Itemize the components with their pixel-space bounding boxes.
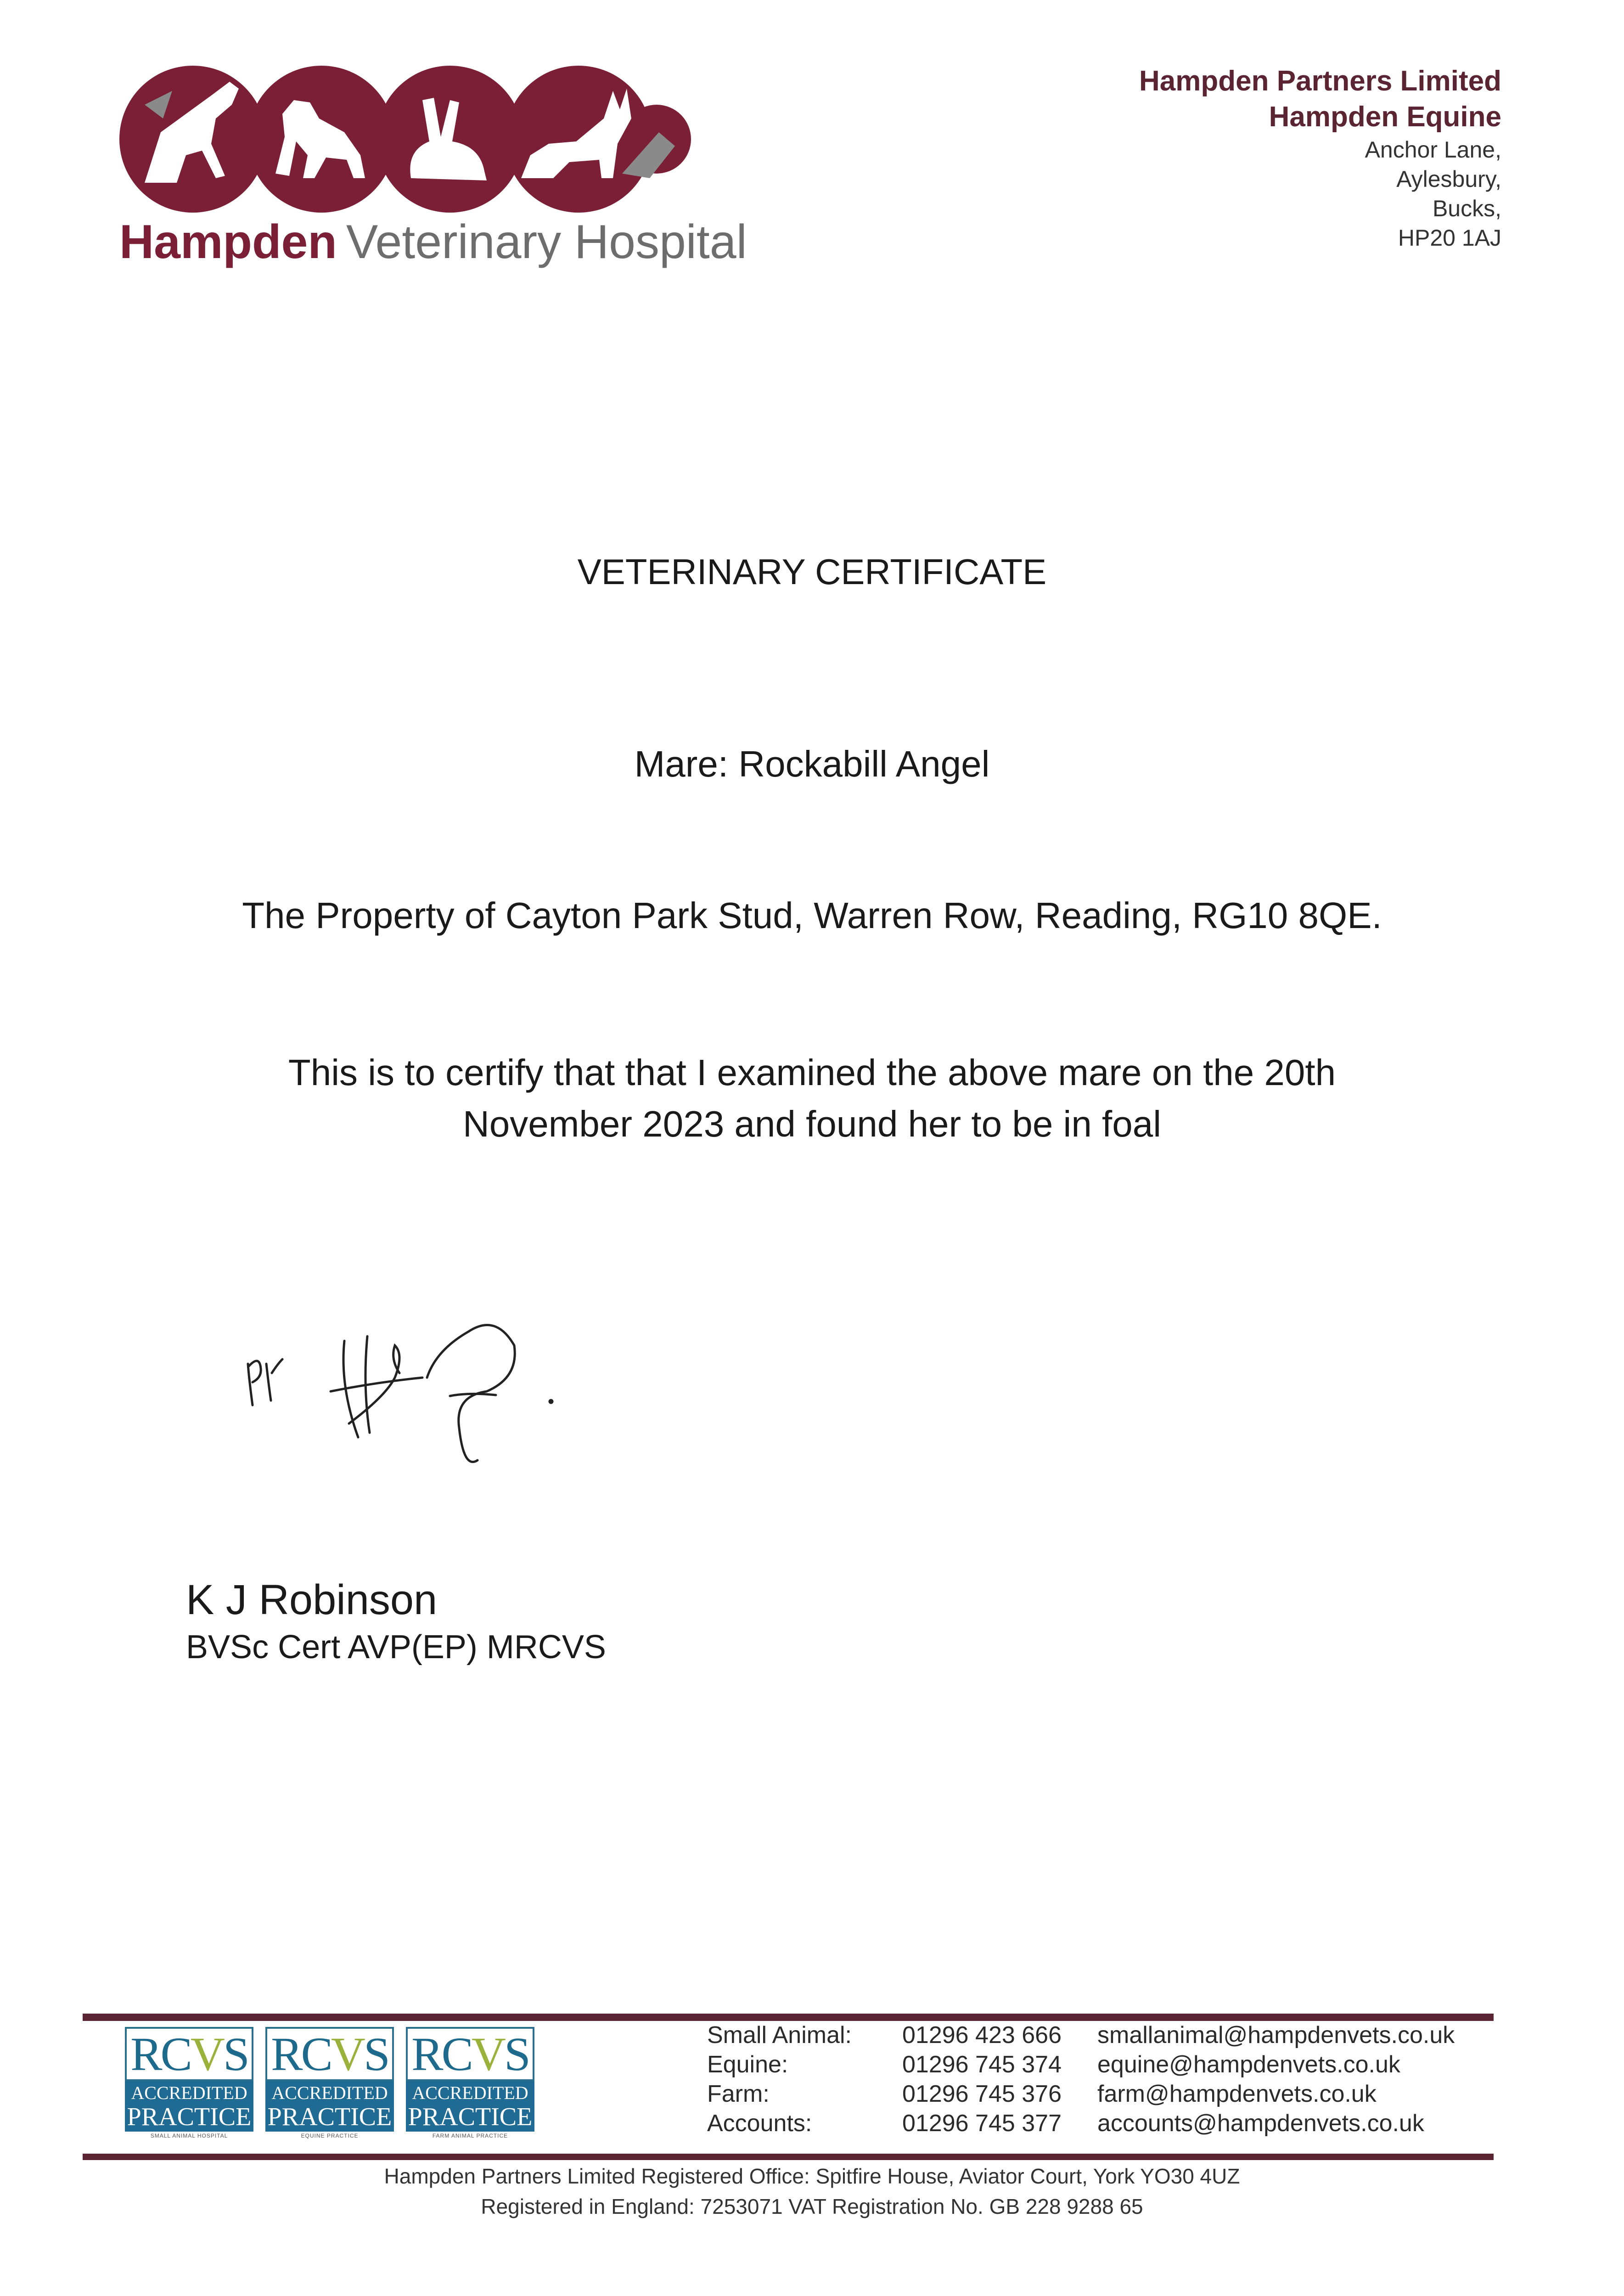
contact-table (707, 2020, 1455, 2138)
contact-dept: Equine: (707, 2051, 788, 2078)
rcvs-badge-small-animal (125, 2027, 253, 2142)
registered-office: Hampden Partners Limited Registered Office: Spitfire House, Aviator Court, York YO30 4UZ (384, 2164, 1240, 2188)
accredited-text: ACCREDITED (412, 2082, 528, 2103)
contact-row (707, 2109, 1455, 2138)
contact-phone: 01296 745 377 (902, 2110, 1062, 2137)
owner-property: The Property of Cayton Park Stud, Warren Row, Reading, RG10 8QE. (242, 895, 1382, 936)
contact-phone: 01296 745 376 (902, 2081, 1062, 2107)
company-division: Hampden Equine (1269, 101, 1501, 133)
accredited-banner (265, 2081, 394, 2132)
handwritten-signature (239, 1286, 606, 1479)
contact-row (707, 2020, 1455, 2050)
practice-text: PRACTICE (127, 2103, 252, 2131)
company-address (1139, 63, 1501, 253)
contact-phone: 01296 423 666 (902, 2022, 1062, 2048)
badge-category: SMALL ANIMAL HOSPITAL (150, 2133, 228, 2139)
hospital-name-light: Veterinary Hospital (346, 215, 747, 269)
rcvs-badge-farm (406, 2027, 534, 2142)
hospital-logo (117, 63, 747, 270)
address-line: Anchor Lane, (1365, 137, 1501, 163)
certification-statement (0, 1047, 1624, 1150)
contact-row (707, 2050, 1455, 2079)
accredited-banner (406, 2081, 534, 2132)
animal-silhouettes-logo (117, 63, 691, 215)
company-name: Hampden Partners Limited (1139, 65, 1501, 97)
rcvs-text: RCVS (411, 2028, 529, 2081)
badge-category: FARM ANIMAL PRACTICE (432, 2133, 508, 2139)
contact-email: smallanimal@hampdenvets.co.uk (1097, 2022, 1455, 2048)
rcvs-logo (265, 2027, 394, 2081)
address-line: Aylesbury, (1396, 166, 1501, 192)
certification-line: November 2023 and found her to be in foal (462, 1103, 1162, 1144)
certificate-title: VETERINARY CERTIFICATE (577, 551, 1047, 592)
rcvs-text: RCVS (130, 2028, 248, 2081)
signer-qualifications: BVSc Cert AVP(EP) MRCVS (186, 1629, 606, 1666)
rcvs-logo (125, 2027, 253, 2081)
hospital-name-bold: Hampden (119, 215, 337, 269)
registration-details: Registered in England: 7253071 VAT Registration No. GB 228 9288 65 (481, 2195, 1143, 2218)
rcvs-badge-equine (265, 2027, 394, 2142)
contact-email: equine@hampdenvets.co.uk (1097, 2051, 1400, 2078)
rcvs-logo (406, 2027, 534, 2081)
address-line: Bucks, (1432, 196, 1501, 221)
contact-phone: 01296 745 374 (902, 2051, 1062, 2078)
rcvs-text: RCVS (271, 2028, 388, 2081)
hospital-name (119, 215, 747, 270)
certification-line: This is to certify that that I examined the above mare on the 20th (288, 1052, 1336, 1093)
practice-text: PRACTICE (267, 2103, 392, 2131)
contact-email: accounts@hampdenvets.co.uk (1097, 2110, 1424, 2137)
contact-row (707, 2079, 1455, 2109)
contact-dept: Farm: (707, 2081, 770, 2107)
signer-name: K J Robinson (186, 1576, 438, 1623)
rcvs-v-mark: V (190, 2028, 223, 2081)
rcvs-v-mark: V (471, 2028, 504, 2081)
mare-name: Mare: Rockabill Angel (634, 743, 990, 784)
badge-category: EQUINE PRACTICE (301, 2133, 359, 2139)
accredited-banner (125, 2081, 253, 2132)
contact-email: farm@hampdenvets.co.uk (1097, 2081, 1377, 2107)
footer-divider (83, 2154, 1494, 2160)
footer-divider (83, 2014, 1494, 2021)
address-line: HP20 1AJ (1398, 225, 1501, 251)
accredited-text: ACCREDITED (271, 2082, 388, 2103)
rcvs-v-mark: V (331, 2028, 364, 2081)
contact-dept: Small Animal: (707, 2022, 852, 2048)
contact-dept: Accounts: (707, 2110, 812, 2137)
accredited-text: ACCREDITED (131, 2082, 247, 2103)
practice-text: PRACTICE (408, 2103, 533, 2131)
